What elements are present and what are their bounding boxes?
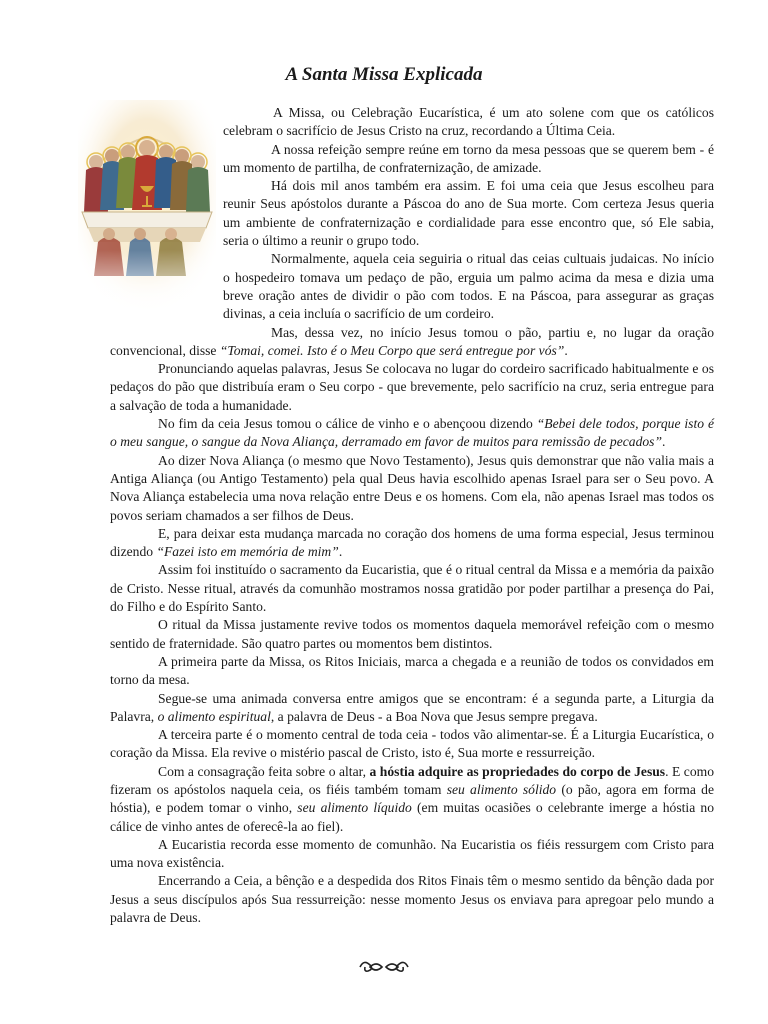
ornament-divider [0, 957, 768, 982]
quote-text: “Bebei dele todos, porque isto é o meu sangue, o sangue da Nova Aliança, derramado em favor de muitos para remissão de pecados” [110, 416, 714, 450]
paragraph-text: A terceira parte é o momento central de toda ceia - todos vão alimentar-se. É a Liturgia Eucarística, o coração da Missa. Ela revive o mistério pascal de Cristo, isto é, Sua morte e ressurreição. [110, 727, 714, 761]
paragraph-text: . [662, 434, 666, 450]
paragraph [110, 653, 714, 690]
paragraph-text: A Missa, ou Celebração Eucarística, é um ato solene com que os católicos celebram o sacrifício de Jesus Cristo na cruz, recordando a Última Ceia. [223, 105, 714, 139]
paragraph-text: A primeira parte da Missa, os Ritos Iniciais, marca a chegada e a reunião de todos os convidados em torno da mesa. [110, 653, 714, 688]
paragraph [110, 525, 714, 562]
paragraph-text: . E como fizeram os apóstolos naquela ceia, os fiéis também tomam [110, 763, 715, 797]
paragraph-text: Assim foi instituído o sacramento da Eucaristia, que é o ritual central da Missa e a memória da paixão de Cristo. Nesse ritual, através da comunhão mostramos nossa gratidão por poder partilhar a presença do Pai, do Filho e do Espírito Santo. [110, 562, 714, 615]
quote-text: “Tomai, comei. Isto é o Meu Corpo que será entregue por vós” [219, 342, 565, 358]
paragraph [110, 726, 714, 763]
paragraph [110, 872, 714, 927]
paragraph-text: Pronunciando aquelas palavras, Jesus Se colocava no lugar do cordeiro sacrificado habitualmente e os pedaços do pão que distribuía eram o Seu corpo - que brevemente, pelo sacrifício na cruz, seria entregue para a salvação de toda a humanidade. [110, 361, 714, 413]
paragraph [110, 616, 714, 653]
paragraph-text: Encerrando a Ceia, a bênção e a despedida dos Ritos Finais têm o mesmo sentido da bênção dada por Jesus a seus discípulos após Sua ressurreição: nesse momento Jesus os enviava para apregoar pelo mundo a palavra de Deus. [110, 873, 714, 926]
paragraph [110, 360, 714, 415]
paragraph-text: Normalmente, aquela ceia seguiria o ritual das ceias cultuais judaicas. No início o hospedeiro tomava um pedaço de pão, erguia um palmo acima da mesa e dizia uma breve oração antes de dividir o pão com todos. E na Páscoa, para assegurar as graças divinas, a ceia incluía o sacrifício de um cordeiro. [223, 251, 714, 322]
paragraph [110, 690, 714, 727]
paragraph-text: . [564, 342, 568, 358]
paragraph-text: . [338, 544, 343, 560]
document-title: A Santa Missa Explicada [285, 64, 483, 85]
paragraph-text: (o pão, agora em forma de hóstia), e podem tomar o vinho, [110, 781, 714, 816]
paragraph [110, 763, 714, 836]
quote-text: o alimento espiritual [157, 708, 271, 724]
flourish-icon [354, 957, 414, 977]
paragraph [110, 561, 714, 616]
emphasis-text: a hóstia adquire as propriedades do corpo de Jesus [369, 763, 666, 779]
paragraph-text: Há dois mil anos também era assim. E foi uma ceia que Jesus escolheu para reunir Seus apóstolos durante a Páscoa do ano de Sua morte. Com certeza Jesus queria um ambiente de confraternização e cordialidade para esse encontro que, só Ele sabia, seria o último a reunir o grupo todo. [223, 178, 714, 249]
quote-text: seu alimento sólido [446, 781, 557, 797]
paragraph-text: Ao dizer Nova Aliança (o mesmo que Novo Testamento), Jesus quis demonstrar que não valia mais a Antiga Aliança (ou Antigo Testamento) pela qual Deus havia escolhido apenas Israel para ser o Seu povo. A Nova Aliança estabelecia uma nova relação entre Deus e os homens. Com ela, não apenas Israel mas todos os povos seriam chamados a ser filhos de Deus. [110, 452, 714, 523]
quote-text: seu alimento líquido [297, 800, 412, 816]
article-body [110, 104, 714, 927]
paragraph [110, 452, 714, 525]
paragraph-text: , a palavra de Deus - a Boa Nova que Jesus sempre pregava. [270, 708, 598, 724]
paragraph-text: Mas, dessa vez, no início Jesus tomou o pão, partiu e, no lugar da oração convencional, disse [110, 324, 714, 358]
paragraph-text: Segue-se uma animada conversa entre amigos que se encontram: é a segunda parte, a Liturgia da Palavra, [110, 690, 714, 724]
paragraph-text: O ritual da Missa justamente revive todos os momentos daquela memorável refeição com o mesmo sentido de fraternidade. São quatro partes ou momentos bem distintos. [110, 617, 714, 651]
paragraph-text: A nossa refeição sempre reúne em torno da mesa pessoas que se querem bem - é um momento de partilha, de confraternização, de amizade. [223, 141, 714, 175]
paragraph [110, 836, 714, 873]
paragraph-text: (em muitas ocasiões o celebrante imerge a hóstia no cálice de vinho antes de oferecê-la ao fiel). [110, 800, 714, 834]
paragraph [110, 324, 714, 361]
paragraph-text: No fim da ceia Jesus tomou o cálice de vinho e o abençoou dizendo [158, 416, 537, 432]
paragraph-text: A Eucaristia recorda esse momento de comunhão. Na Eucaristia os fiéis ressurgem com Cristo para uma nova existência. [110, 836, 714, 871]
paragraph [110, 415, 714, 452]
image-float-space [110, 104, 223, 324]
paragraph-text: E, para deixar esta mudança marcada no coração dos homens de uma forma especial, Jesus terminou dizendo [110, 525, 714, 560]
quote-text: “Fazei isto em memória de mim” [156, 544, 339, 560]
paragraph-text: Com a consagração feita sobre o altar, [158, 763, 370, 779]
